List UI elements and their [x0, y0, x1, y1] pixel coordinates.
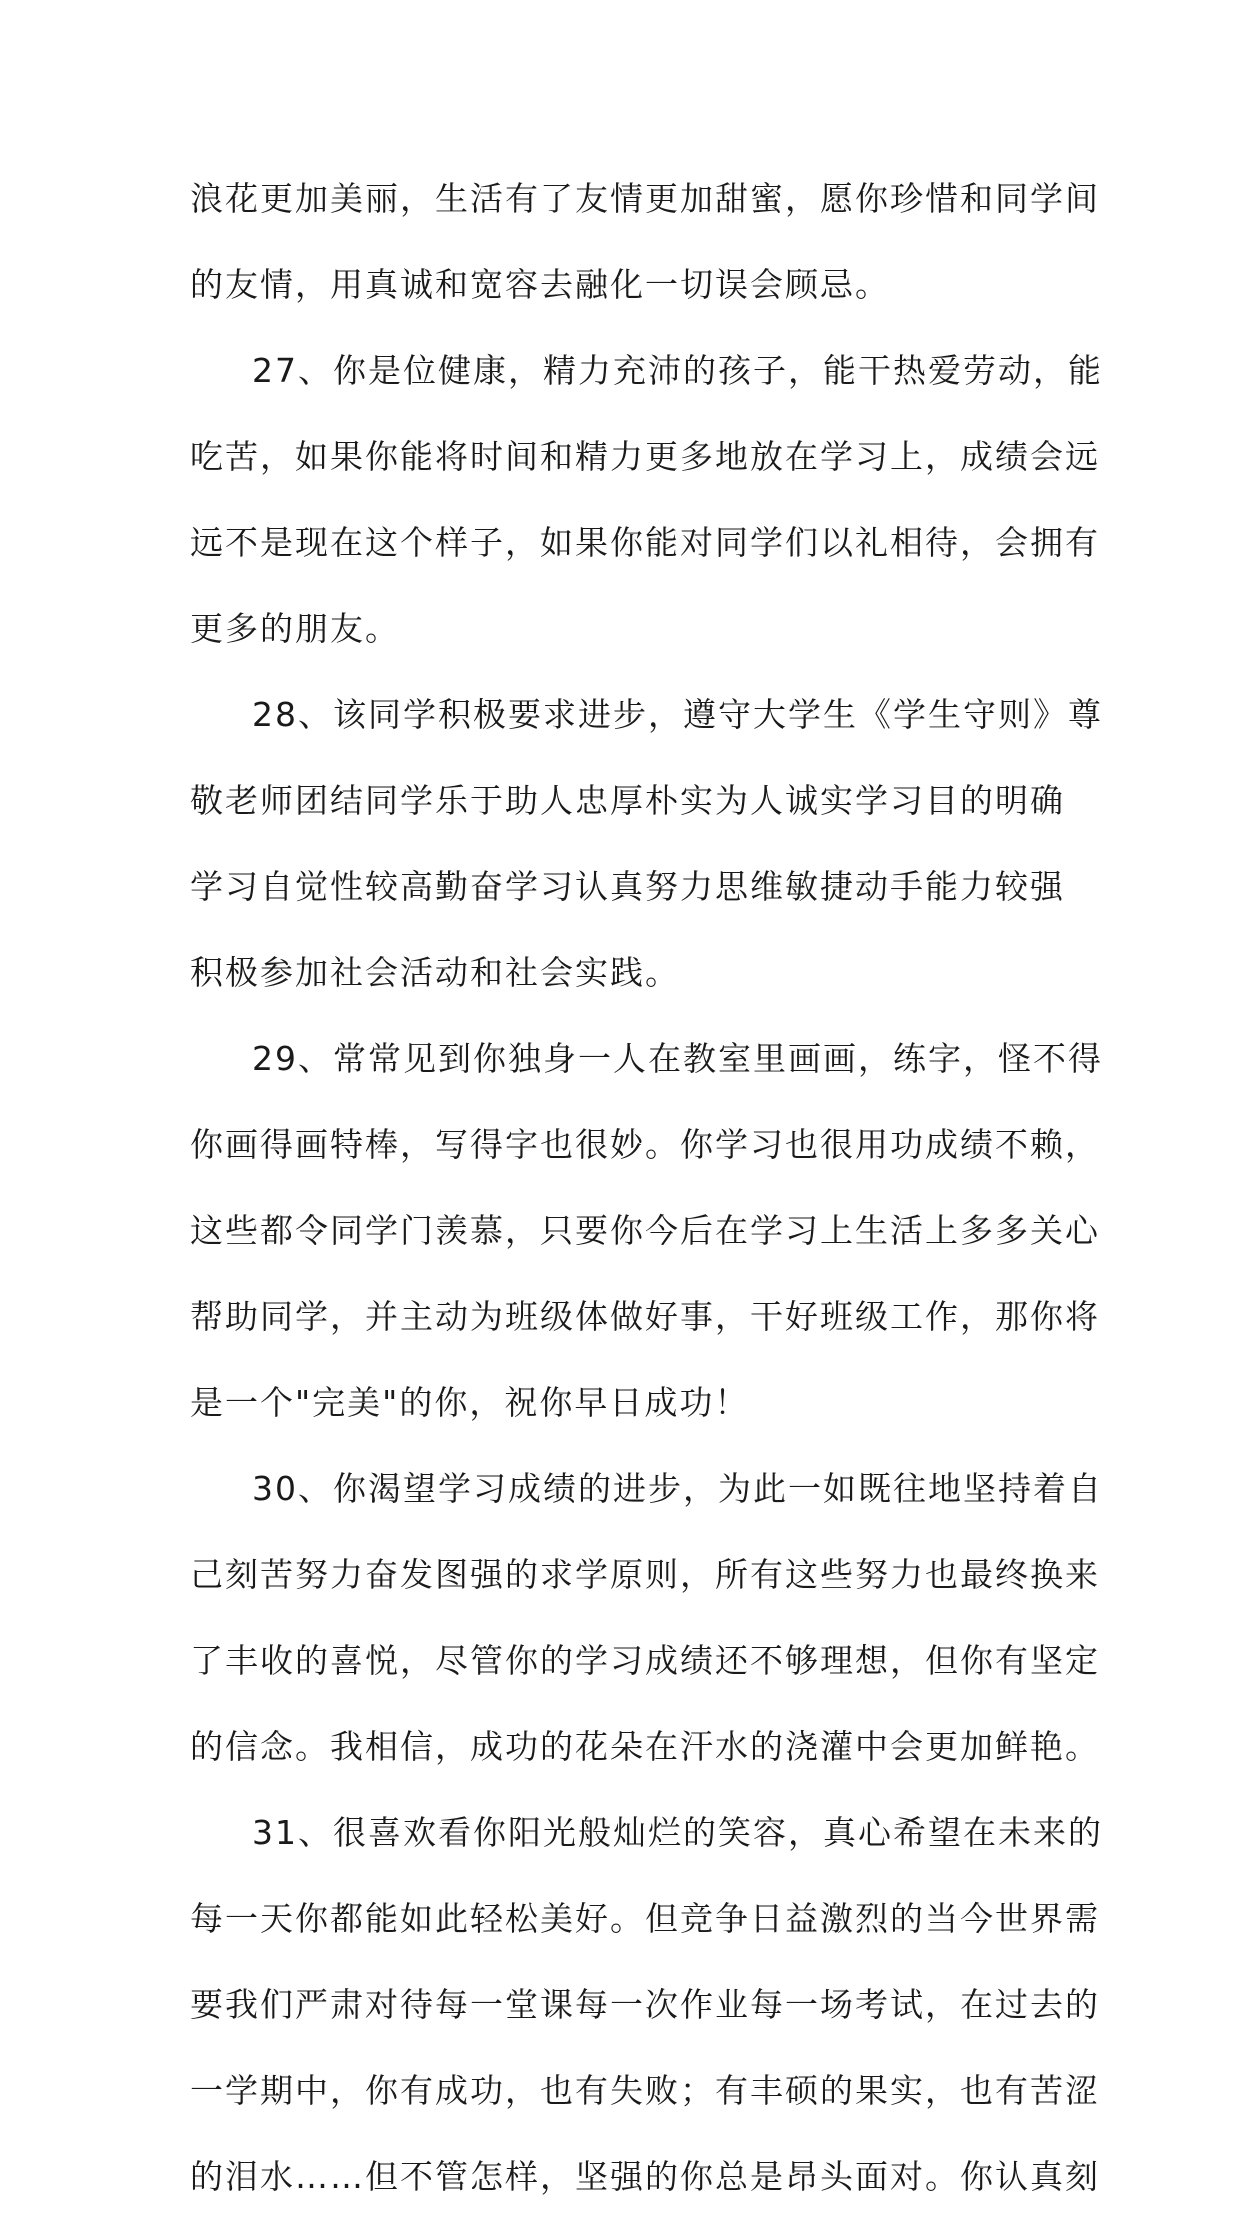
- paragraph-start-27: 27、你是位健康，精力充沛的孩子，能干热爱劳动，能: [252, 351, 1103, 390]
- text-line: 的信念。我相信，成功的花朵在汗水的浇灌中会更加鲜艳。: [190, 1727, 1100, 1766]
- body-text: [190, 156, 1103, 2220]
- text-line: 学习自觉性较高勤奋学习认真努力思维敏捷动手能力较强: [190, 867, 1065, 906]
- paragraph-start-29: 29、常常见到你独身一人在教室里画画，练字，怪不得: [252, 1039, 1103, 1078]
- text-line: 要我们严肃对待每一堂课每一次作业每一场考试，在过去的: [190, 1985, 1100, 2024]
- text-line: 积极参加社会活动和社会实践。: [190, 953, 680, 992]
- text-line: 浪花更加美丽，生活有了友情更加甜蜜，愿你珍惜和同学间: [190, 179, 1100, 218]
- text-line: 远不是现在这个样子，如果你能对同学们以礼相待，会拥有: [190, 523, 1100, 562]
- paragraph-start-30: 30、你渴望学习成绩的进步，为此一如既往地坚持着自: [252, 1469, 1103, 1508]
- text-line: 帮助同学，并主动为班级体做好事，干好班级工作，那你将: [190, 1297, 1100, 1336]
- text-line: 每一天你都能如此轻松美好。但竞争日益激烈的当今世界需: [190, 1899, 1100, 1938]
- text-line: 的泪水……但不管怎样，坚强的你总是昂头面对。你认真刻: [190, 2157, 1100, 2196]
- text-line: 这些都令同学门羡慕，只要你今后在学习上生活上多多关心: [190, 1211, 1100, 1250]
- text-line: 敬老师团结同学乐于助人忠厚朴实为人诚实学习目的明确: [190, 781, 1065, 820]
- text-line: 是一个"完美"的你，祝你早日成功！: [190, 1383, 750, 1422]
- text-line: 更多的朋友。: [190, 609, 400, 648]
- text-line: 己刻苦努力奋发图强的求学原则，所有这些努力也最终换来: [190, 1555, 1100, 1594]
- text-line: 吃苦，如果你能将时间和精力更多地放在学习上，成绩会远: [190, 437, 1100, 476]
- paragraph-start-31: 31、很喜欢看你阳光般灿烂的笑容，真心希望在未来的: [252, 1813, 1103, 1852]
- text-line: 的友情，用真诚和宽容去融化一切误会顾忌。: [190, 265, 890, 304]
- paragraph-start-28: 28、该同学积极要求进步，遵守大学生《学生守则》尊: [252, 695, 1103, 734]
- text-line: 了丰收的喜悦，尽管你的学习成绩还不够理想，但你有坚定: [190, 1641, 1100, 1680]
- text-line: 一学期中，你有成功，也有失败；有丰硕的果实，也有苦涩: [190, 2071, 1100, 2110]
- text-line: 你画得画特棒，写得字也很妙。你学习也很用功成绩不赖，: [190, 1125, 1100, 1164]
